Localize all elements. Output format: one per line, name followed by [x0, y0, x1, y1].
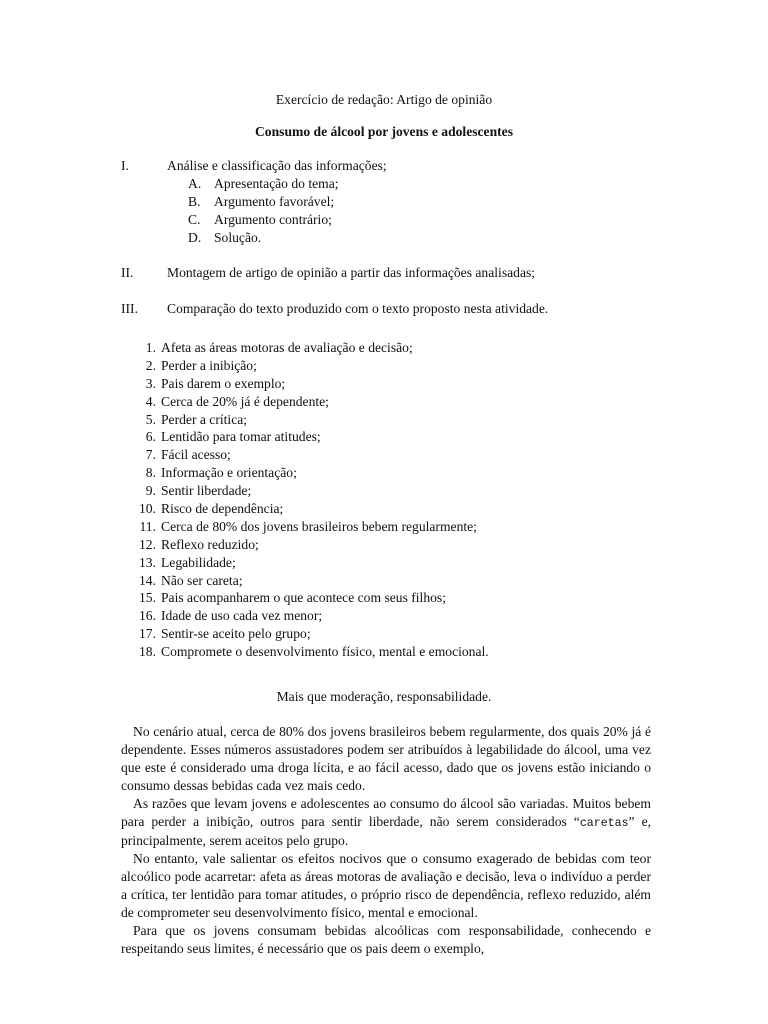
step-number: I.	[121, 158, 129, 173]
list-item	[129, 607, 489, 625]
item-text: Pais darem o exemplo;	[161, 375, 286, 391]
list-item	[129, 357, 489, 375]
list-item	[129, 411, 489, 429]
item-text: Cerca de 80% dos jovens brasileiros bebem regularmente;	[161, 518, 477, 534]
list-item	[129, 482, 489, 500]
step-text: Comparação do texto produzido com o texto proposto nesta atividade.	[167, 301, 549, 316]
essay-paragraph: No cenário atual, cerca de 80% dos jovens brasileiros bebem regularmente, dos quais 20% já é dependente. Esses números assustadores podem ser atribuídos à legabilidade do álcool, uma vez que este é considerado uma droga lícita, e ao fácil acesso, dado que os jovens estão iniciando o consumo dessas bebidas cada vez mais cedo.	[121, 724, 651, 793]
substep-text: Apresentação do tema;	[214, 176, 339, 191]
list-item	[129, 446, 489, 464]
step-text: Análise e classificação das informações;	[167, 158, 387, 173]
item-number: 1.	[145, 340, 156, 355]
essay-text: ” e, principalmente, serem aceitos pelo grupo.	[121, 813, 652, 849]
item-number: 10.	[139, 501, 156, 517]
item-text: Pais acompanharem o que acontece com seus filhos;	[161, 590, 446, 606]
item-text: Não ser careta;	[161, 572, 243, 588]
list-item	[129, 536, 489, 554]
essay-text: As razões que levam jovens e adolescentes ao consumo do álcool são variadas. Muitos bebem para perder a inibição, outros para sentir liberdade, não serem considerados “	[121, 795, 651, 829]
item-number: 3.	[145, 375, 156, 391]
item-number: 15.	[139, 590, 156, 606]
item-number: 6.	[145, 429, 156, 445]
essay-paragraph: No entanto, vale salientar os efeitos nocivos que o consumo exagerado de bebidas com teor alcoólico pode acarretar: afeta as áreas motoras de avaliação e decisão, leva o indivíduo a perder a crítica, ter lentidão para tomar atitudes, o próprio risco de dependência, reflexo reduzido, além de comprometer seu desenvolvimento físico, mental e emocional.	[121, 851, 651, 921]
item-number: 7.	[145, 447, 156, 463]
item-text: Fácil acesso;	[161, 447, 231, 463]
item-text: Perder a crítica;	[161, 411, 248, 427]
list-item	[129, 393, 489, 411]
item-text: Risco de dependência;	[161, 501, 284, 517]
item-number: 2.	[145, 357, 156, 373]
item-number: 5.	[145, 411, 156, 427]
item-text: Idade de uso cada vez menor;	[161, 608, 323, 624]
item-text: Reflexo reduzido;	[161, 536, 259, 552]
item-text: Afeta as áreas motoras de avaliação e decisão;	[161, 340, 413, 355]
item-number: 4.	[145, 393, 156, 409]
substep-letter: D.	[188, 230, 202, 245]
item-number: 18.	[139, 644, 156, 660]
item-number: 12.	[139, 536, 156, 552]
substep-letter: B.	[188, 194, 201, 209]
item-text: Sentir-se aceito pelo grupo;	[161, 626, 311, 642]
list-item	[129, 518, 489, 536]
essay-paragraph: Para que os jovens consumam bebidas alcoólicas com responsabilidade, conhecendo e respeitando seus limites, é necessário que os pais deem o exemplo,	[121, 922, 651, 956]
item-number: 17.	[139, 626, 156, 642]
item-text: Legabilidade;	[161, 554, 236, 570]
item-text: Cerca de 20% já é dependente;	[161, 393, 329, 409]
item-text: Compromete o desenvolvimento físico, mental e emocional.	[161, 644, 489, 660]
step-number: III.	[121, 301, 138, 316]
item-number: 8.	[145, 465, 156, 481]
item-text: Informação e orientação;	[161, 465, 297, 481]
substep-text: Argumento contrário;	[214, 212, 332, 227]
list-item	[129, 375, 489, 393]
list-item	[129, 428, 489, 446]
item-text: Sentir liberdade;	[161, 483, 252, 499]
essay-body	[121, 723, 651, 958]
substep-letter: C.	[188, 212, 201, 227]
item-number: 9.	[145, 483, 156, 499]
item-number: 13.	[139, 554, 156, 570]
substep-letter: A.	[188, 176, 202, 191]
substep-text: Argumento favorável;	[214, 194, 335, 209]
essay-title: Mais que moderação, responsabilidade.	[276, 689, 492, 704]
item-number: 16.	[139, 608, 156, 624]
list-item	[129, 554, 489, 572]
list-item	[129, 500, 489, 518]
item-text: Lentidão para tomar atitudes;	[161, 429, 321, 445]
list-item	[129, 572, 489, 590]
list-item	[129, 643, 489, 661]
list-item	[129, 464, 489, 482]
information-list	[129, 339, 489, 661]
theme-title: Consumo de álcool por jovens e adolescentes	[254, 124, 514, 139]
list-item	[129, 589, 489, 607]
essay-paragraph	[121, 795, 651, 851]
item-number: 14.	[139, 572, 156, 588]
list-item	[129, 339, 489, 357]
step-text: Montagem de artigo de opinião a partir das informações analisadas;	[167, 265, 536, 280]
item-text: Perder a inibição;	[161, 357, 257, 373]
item-number: 11.	[139, 518, 156, 534]
substep-text: Solução.	[214, 230, 262, 245]
step-number: II.	[121, 265, 134, 280]
list-item	[129, 625, 489, 643]
essay-monospace-word: caretas	[579, 816, 629, 830]
exercise-title: Exercício de redação: Artigo de opinião	[275, 92, 493, 107]
